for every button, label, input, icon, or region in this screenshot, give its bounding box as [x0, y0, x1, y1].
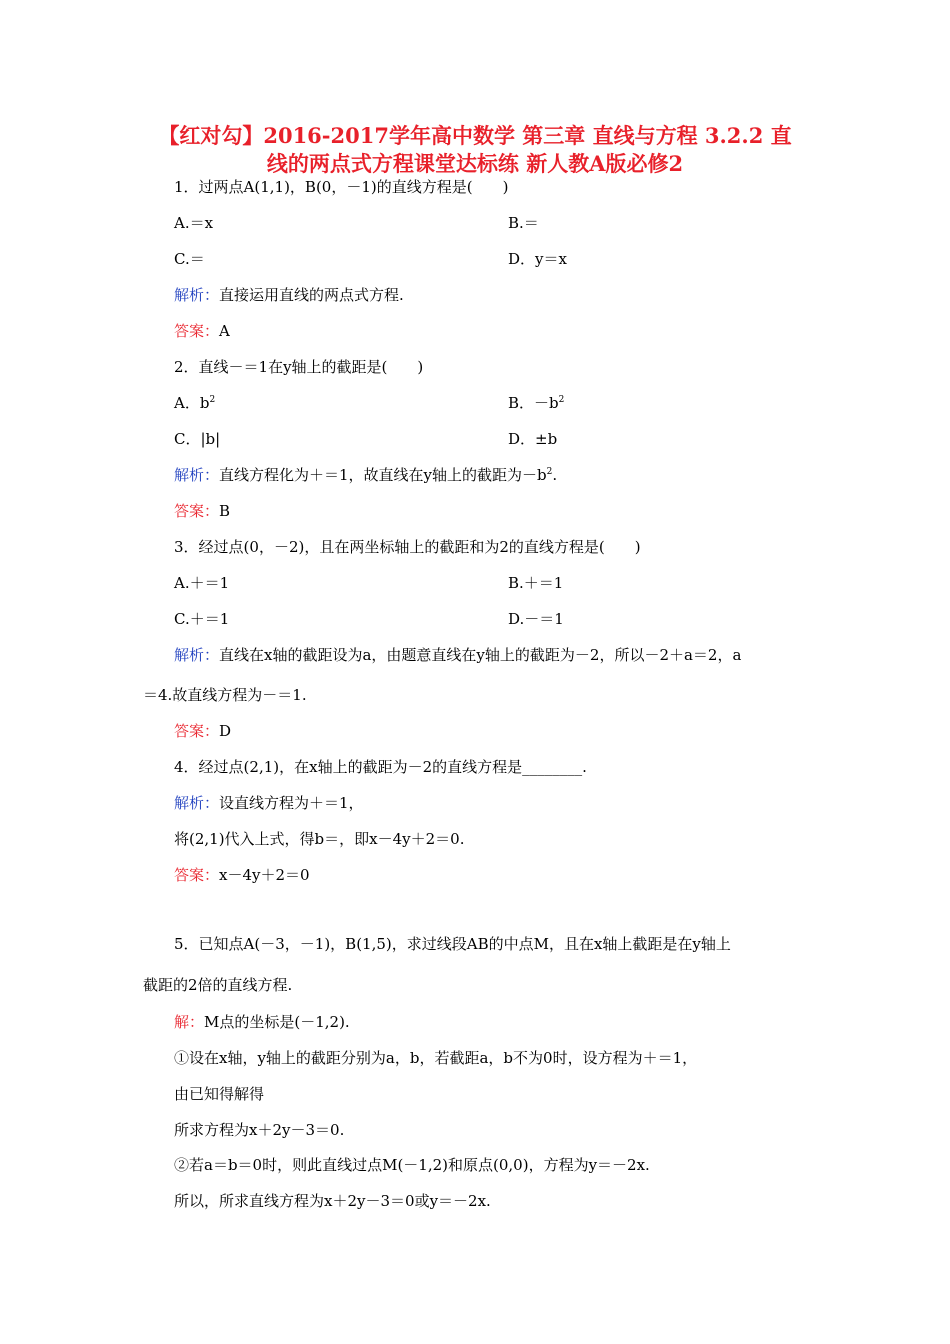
q3-option-d: D.－＝1 [508, 610, 564, 628]
q3-option-b: B.＋＝1 [508, 574, 564, 592]
q2-option-a-sup: 2 [209, 395, 216, 405]
q2-option-d: D．±b [508, 430, 558, 448]
q3-analysis-text: 直线在x轴的截距设为a，由题意直线在y轴上的截距为－2，所以－2＋a＝2，a [219, 646, 742, 664]
q5-solution-4: 所求方程为x＋2y－3＝0. [174, 1121, 345, 1139]
q4-analysis [174, 793, 364, 813]
q3-option-c: C.＋＝1 [174, 610, 230, 628]
q3-option-a: A.＋＝1 [174, 574, 230, 592]
q1-option-c: C.＝ [174, 250, 205, 268]
analysis-label: 解析： [174, 646, 220, 664]
answer-label: 答案： [174, 866, 220, 884]
document-title-line-2: 线的两点式方程课堂达标练 新人教A版必修2 [266, 151, 684, 176]
q2-analysis-sup: 2 [546, 467, 553, 477]
q3-analysis [174, 645, 741, 665]
q5-solution-6: 所以，所求直线方程为x＋2y－3＝0或y＝－2x. [174, 1192, 491, 1210]
analysis-label: 解析： [174, 794, 220, 812]
q5-solution-5: ②若a＝b＝0时，则此直线过点M(－1,2)和原点(0,0)，方程为y＝－2x. [174, 1156, 650, 1174]
q2-option-a [174, 393, 215, 413]
q2-answer [174, 501, 230, 521]
q3-stem: 3．经过点(0，－2)，且在两坐标轴上的截距和为2的直线方程是( ) [174, 538, 641, 556]
q5-solution-2: ①设在x轴，y轴上的截距分别为a，b，若截距a，b不为0时，设方程为＋＝1， [174, 1049, 698, 1067]
analysis-label: 解析： [174, 286, 220, 304]
answer-label: 答案： [174, 502, 220, 520]
q1-analysis-text: 直接运用直线的两点式方程. [219, 286, 404, 304]
q5-stem-line-2: 截距的2倍的直线方程. [143, 976, 293, 994]
q4-analysis-text: 设直线方程为＋＝1， [219, 794, 364, 812]
q4-answer [174, 865, 310, 885]
q5-solution-1 [174, 1012, 350, 1032]
q5-stem-line-1: 5．已知点A(－3，－1)，B(1,5)，求过线段AB的中点M，且在x轴上截距是在y轴上 [174, 935, 731, 953]
q2-analysis-text: 直线方程化为＋＝1，故直线在y轴上的截距为－b [219, 466, 547, 484]
q1-option-d: D．y＝x [508, 250, 567, 268]
document-title-line-1: 【红对勾】2016-2017学年高中数学 第三章 直线与方程 3.2.2 直 [158, 123, 792, 148]
q2-option-b-sup: 2 [558, 395, 565, 405]
q1-answer-text: A [219, 322, 230, 340]
q2-option-c: C．|b| [174, 430, 221, 448]
q2-option-b [508, 393, 564, 413]
q1-answer [174, 321, 230, 341]
q2-option-a-text: A．b [174, 394, 210, 412]
answer-label: 答案： [174, 722, 220, 740]
q2-answer-text: B [219, 502, 231, 520]
q5-solution-3: 由已知得解得 [174, 1085, 265, 1103]
solution-label: 解： [174, 1013, 205, 1031]
q4-answer-text: x－4y＋2＝0 [219, 866, 310, 884]
q2-analysis-end: . [552, 466, 558, 484]
q4-stem: 4．经过点(2,1)，在x轴上的截距为－2的直线方程是________. [174, 758, 587, 776]
q3-answer [174, 721, 231, 741]
q1-stem: 1．过两点A(1,1)，B(0，－1)的直线方程是( ) [174, 178, 509, 196]
answer-label: 答案： [174, 322, 220, 340]
q5-solution-1-text: M点的坐标是(－1,2). [204, 1013, 350, 1031]
q3-answer-text: D [219, 722, 232, 740]
analysis-label: 解析： [174, 466, 220, 484]
q2-analysis [174, 465, 557, 485]
q2-stem: 2．直线－＝1在y轴上的截距是( ) [174, 358, 424, 376]
q3-analysis-continued: ＝4.故直线方程为－＝1. [143, 686, 307, 704]
q1-option-b: B.＝ [508, 214, 539, 232]
q2-option-b-text: B．－b [508, 394, 559, 412]
q4-step: 将(2,1)代入上式，得b＝，即x－4y＋2＝0. [174, 830, 465, 848]
q1-option-a: A.＝x [174, 214, 214, 232]
q1-analysis [174, 285, 404, 305]
